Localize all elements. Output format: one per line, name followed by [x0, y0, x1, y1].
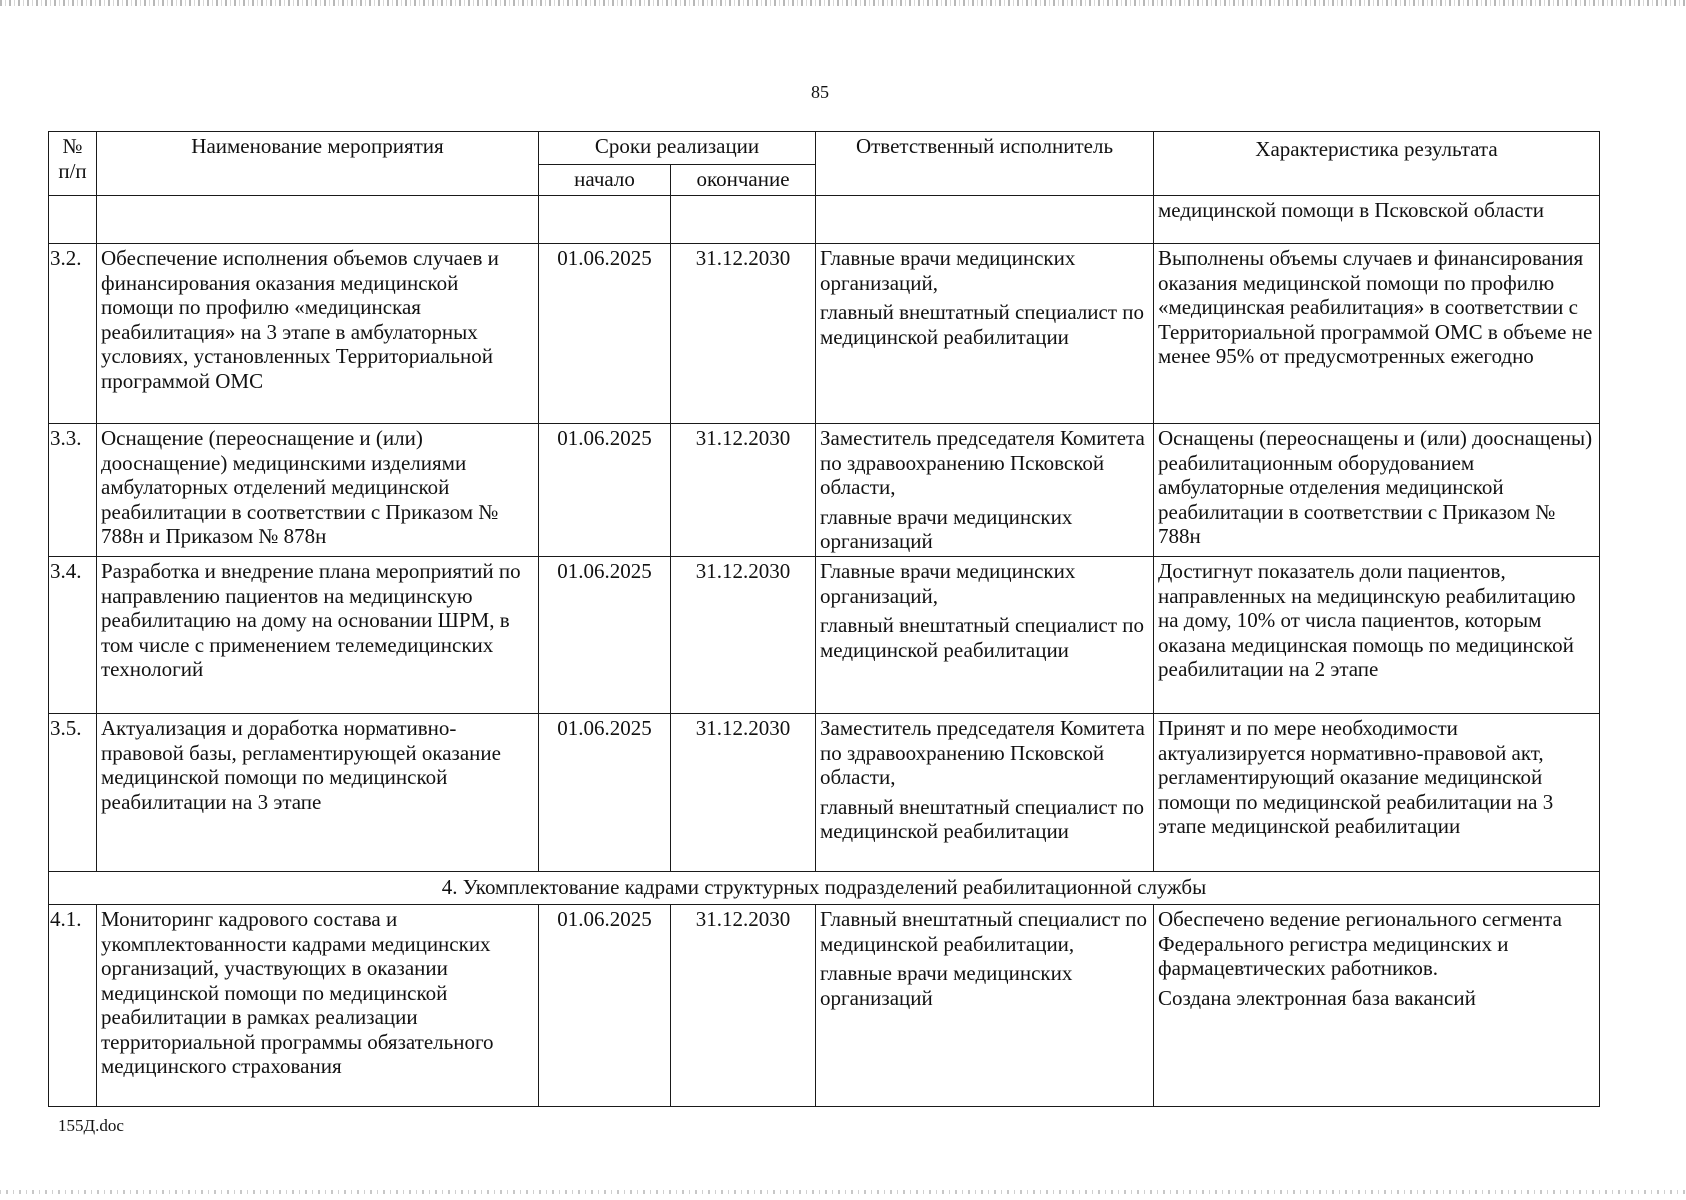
cell-result-continuation: медицинской помощи в Псковской области — [1154, 196, 1600, 244]
cell-num: 3.4. — [49, 557, 97, 714]
cell-result — [1154, 557, 1600, 714]
header-name: Наименование мероприятия — [97, 132, 539, 196]
cell-responsible — [816, 244, 1154, 424]
cell-name: Обеспечение исполнения объемов случаев и финансирования оказания медицинской помощи по профилю «медицинская реабилитация» на 3 этапе в амбулаторных условиях, установленных Территориальной программой ОМС — [97, 244, 539, 424]
responsible-line: главные врачи медицинских организаций — [820, 961, 1073, 1010]
cell-end: 31.12.2030 — [671, 557, 816, 714]
cell-end: 31.12.2030 — [671, 244, 816, 424]
cell-empty — [671, 196, 816, 244]
cell-end: 31.12.2030 — [671, 424, 816, 557]
result-line: Принят и по мере необходимости актуализируется нормативно-правовой акт, регламентирующий оказание медицинской помощи по медицинской реабилитации на 3 этапе медицинской реабилитации — [1158, 716, 1554, 838]
table-row — [49, 244, 1600, 424]
cell-empty — [49, 196, 97, 244]
cell-name: Разработка и внедрение плана мероприятий по направлению пациентов на медицинскую реабилитацию на дому на основании ШРМ, в том числе с применением телемедицинских технологий — [97, 557, 539, 714]
header-start: начало — [539, 165, 671, 196]
cell-result — [1154, 905, 1600, 1107]
cell-start: 01.06.2025 — [539, 424, 671, 557]
table-row — [49, 424, 1600, 557]
section-row — [49, 872, 1600, 905]
cell-result — [1154, 424, 1600, 557]
table-row — [49, 557, 1600, 714]
cell-empty — [539, 196, 671, 244]
header-result: Характеристика результата — [1154, 132, 1600, 196]
cell-num: 4.1. — [49, 905, 97, 1107]
result-line: Обеспечено ведение регионального сегмента Федерального регистра медицинских и фармацевтических работников. — [1158, 907, 1562, 980]
cell-num: 3.2. — [49, 244, 97, 424]
table-row — [49, 714, 1600, 872]
table-row-continuation — [49, 196, 1600, 244]
cell-start: 01.06.2025 — [539, 714, 671, 872]
footer-filename: 155Д.doc — [58, 1116, 124, 1135]
cell-empty — [816, 196, 1154, 244]
cell-end: 31.12.2030 — [671, 905, 816, 1107]
header-dates: Сроки реализации — [539, 132, 816, 165]
page-number: 85 — [811, 82, 829, 102]
header-responsible: Ответственный исполнитель — [816, 132, 1154, 196]
result-line: Достигнут показатель доли пациентов, направленных на медицинскую реабилитацию на дому, 10% от числа пациентов, которым оказана медицинская помощь по медицинской реабилитации на 2 этапе — [1158, 559, 1576, 681]
cell-num: 3.5. — [49, 714, 97, 872]
cell-empty — [97, 196, 539, 244]
cell-responsible — [816, 424, 1154, 557]
result-line: Оснащены (переоснащены и (или) дооснащены) реабилитационным оборудованием амбулаторные отделения медицинской реабилитации в соответствии с Приказом № 788н — [1158, 426, 1593, 548]
cell-name: Актуализация и доработка нормативно-правовой базы, регламентирующей оказание медицинской помощи по медицинской реабилитации на 3 этапе — [97, 714, 539, 872]
scan-edge-top — [0, 0, 1686, 6]
responsible-line: Заместитель председателя Комитета по здравоохранению Псковской области, — [820, 426, 1145, 499]
header-num: № п/п — [49, 132, 97, 196]
responsible-line: Главные врачи медицинских организаций, — [820, 246, 1076, 295]
responsible-line: главный внештатный специалист по медицинской реабилитации — [820, 794, 1145, 843]
section-title: 4. Укомплектование кадрами структурных подразделений реабилитационной службы — [49, 872, 1600, 905]
cell-responsible — [816, 557, 1154, 714]
cell-end: 31.12.2030 — [671, 714, 816, 872]
responsible-line: Главный внештатный специалист по медицинской реабилитации, — [820, 907, 1148, 956]
result-line: Создана электронная база вакансий — [1158, 985, 1476, 1010]
responsible-line: Главные врачи медицинских организаций, — [820, 559, 1076, 608]
cell-name: Мониторинг кадрового состава и укомплектованности кадрами медицинских организаций, участвующих в оказании медицинской помощи по медицинской реабилитации в рамках реализации территориальной программы обязательного медицинского страхования — [97, 905, 539, 1107]
cell-start: 01.06.2025 — [539, 244, 671, 424]
header-end: окончание — [671, 165, 816, 196]
activities-table — [48, 131, 1600, 1107]
cell-name: Оснащение (переоснащение и (или) дооснащение) медицинскими изделиями амбулаторных отделений медицинской реабилитации в соответствии с Приказом № 788н и Приказом № 878н — [97, 424, 539, 557]
cell-result — [1154, 244, 1600, 424]
responsible-line: главный внештатный специалист по медицинской реабилитации — [820, 613, 1145, 662]
responsible-line: Заместитель председателя Комитета по здравоохранению Псковской области, — [820, 716, 1145, 789]
scan-edge-bottom — [0, 1190, 1686, 1194]
cell-start: 01.06.2025 — [539, 557, 671, 714]
table-row — [49, 905, 1600, 1107]
cell-result — [1154, 714, 1600, 872]
cell-start: 01.06.2025 — [539, 905, 671, 1107]
cell-num: 3.3. — [49, 424, 97, 557]
cell-responsible — [816, 905, 1154, 1107]
result-line: Выполнены объемы случаев и финансирования оказания медицинской помощи по профилю «медицинская реабилитация» в соответствии с Территориальной программой ОМС в объеме не менее 95% от предусмотренных ежегодно — [1158, 246, 1593, 368]
cell-responsible — [816, 714, 1154, 872]
responsible-line: главный внештатный специалист по медицинской реабилитации — [820, 300, 1145, 349]
responsible-line: главные врачи медицинских организаций — [820, 504, 1073, 553]
